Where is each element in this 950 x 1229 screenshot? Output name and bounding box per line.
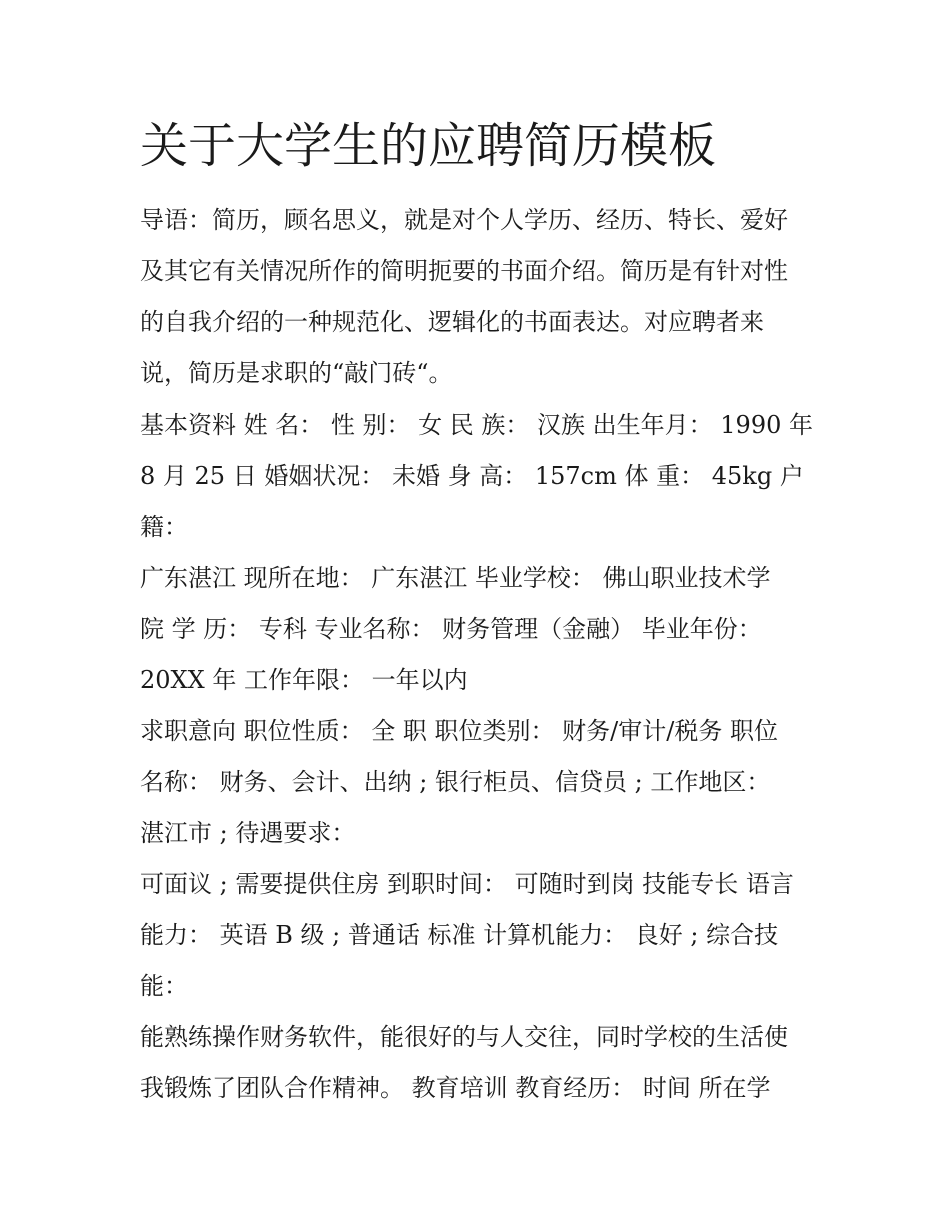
text-line: 求职意向 职位性质： 全 职 职位类别： 财务/审计/税务 职位	[140, 717, 778, 745]
text-line: 名称： 财务、会计、出纳 ; 银行柜员、信贷员 ; 工作地区：	[140, 768, 771, 796]
document-title: 关于大学生的应聘简历模板	[140, 118, 717, 174]
text-line: 说，简历是求职的“敲门砖“。	[140, 359, 453, 387]
text-line: 院 学 历： 专科 专业名称： 财务管理（金融） 毕业年份：	[140, 615, 762, 643]
text-line: 我锻炼了团队合作精神。 教育培训 教育经历： 时间 所在学	[140, 1074, 771, 1102]
text-line: 湛江市 ; 待遇要求：	[140, 819, 356, 847]
text-line: 的自我介绍的一种规范化、逻辑化的书面表达。对应聘者来	[140, 308, 764, 336]
text-line: 广东湛江 现所在地： 广东湛江 毕业学校： 佛山职业技术学	[140, 564, 771, 592]
text-line: 基本资料 姓 名： 性 别： 女 民 族： 汉族 出生年月： 1990 年	[140, 411, 813, 439]
text-line: 籍：	[140, 513, 188, 541]
text-line: 及其它有关情况所作的简明扼要的书面介绍。简历是有针对性	[140, 257, 788, 285]
text-line: 可面议 ; 需要提供住房 到职时间： 可随时到岗 技能专长 语言	[140, 870, 794, 898]
text-line: 能：	[140, 972, 188, 1000]
text-line: 能熟练操作财务软件，能很好的与人交往，同时学校的生活使	[140, 1023, 788, 1051]
text-line: 20XX 年 工作年限： 一年以内	[140, 666, 468, 694]
text-line: 能力： 英语 B 级 ; 普通话 标准 计算机能力： 良好 ; 综合技	[140, 921, 779, 949]
text-line: 导语：简历，顾名思义，就是对个人学历、经历、特长、爱好	[140, 206, 788, 234]
text-line: 8 月 25 日 婚姻状况： 未婚 身 高： 157cm 体 重： 45kg 户	[140, 462, 804, 490]
